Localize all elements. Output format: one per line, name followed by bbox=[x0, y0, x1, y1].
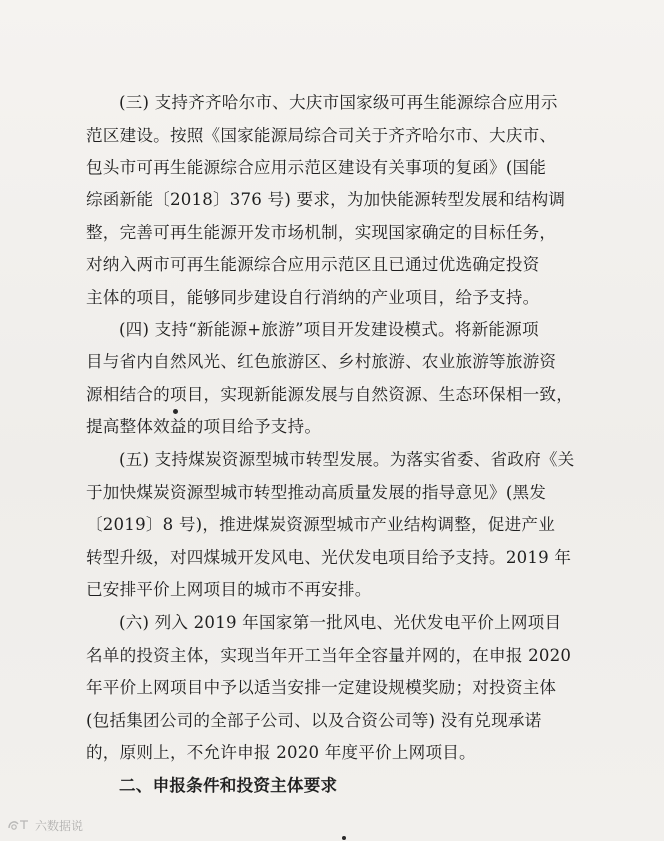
page-number-fragment bbox=[342, 836, 346, 840]
text-line: 年平价上网项目中予以适当安排一定建设规模奖励；对投资主体 bbox=[86, 678, 557, 697]
text-line: (六) 列入 2019 年国家第一批风电、光伏发电平价上网项目 bbox=[119, 613, 562, 632]
text-line: 目与省内自然风光、红色旅游区、乡村旅游、农业旅游等旅游资 bbox=[86, 352, 557, 371]
text-line: 范区建设。按照《国家能源局综合司关于齐齐哈尔市、大庆市、 bbox=[86, 126, 557, 145]
text-line: 〔2019〕8 号)，推进煤炭资源型城市产业结构调整，促进产业 bbox=[86, 515, 555, 534]
text-line: 主体的项目，能够同步建设自行消纳的产业项目，给予支持。 bbox=[86, 288, 540, 307]
text-line: (包括集团公司的全部子公司、以及合资公司等) 没有兑现承诺 bbox=[86, 711, 542, 730]
text-line: 包头市可再生能源综合应用示范区建设有关事项的复函》(国能 bbox=[86, 158, 547, 177]
text-line: 的，原则上，不允许申报 2020 年度平价上网项目。 bbox=[86, 743, 476, 762]
text-line: 名单的投资主体，实现当年开工当年全容量并网的，在申报 2020 bbox=[86, 646, 572, 665]
watermark bbox=[6, 816, 83, 834]
text-line: 综函新能〔2018〕376 号) 要求，为加快能源转型发展和结构调 bbox=[86, 190, 566, 209]
text-line: 提高整体效益的项目给予支持。 bbox=[86, 417, 322, 436]
text-line: 已安排平价上网项目的城市不再安排。 bbox=[86, 580, 372, 599]
text-line: (四) 支持“新能源+旅游”项目开发建设模式。将新能源项 bbox=[119, 320, 539, 339]
text-line: 于加快煤炭资源型城市转型推动高质量发展的指导意见》(黑发 bbox=[86, 483, 547, 502]
scan-speck bbox=[173, 409, 178, 414]
text-line: 整，完善可再生能源开发市场机制，实现国家确定的目标任务， bbox=[86, 223, 557, 242]
text-line: (五) 支持煤炭资源型城市转型发展。为落实省委、省政府《关 bbox=[119, 450, 575, 469]
text-line: 转型升级，对四煤城开发风电、光伏发电项目给予支持。2019 年 bbox=[86, 548, 572, 567]
text-line: (三) 支持齐齐哈尔市、大庆市国家级可再生能源综合应用示 bbox=[119, 93, 558, 112]
text-line: 对纳入两市可再生能源综合应用示范区且已通过优选确定投资 bbox=[86, 255, 540, 274]
watermark-text: 六数据说 bbox=[35, 818, 84, 833]
watermark-logo-icon bbox=[6, 818, 32, 832]
text-line: 源相结合的项目，实现新能源发展与自然资源、生态环保相一致， bbox=[86, 385, 574, 404]
section-heading: 二、申报条件和投资主体要求 bbox=[119, 776, 338, 795]
